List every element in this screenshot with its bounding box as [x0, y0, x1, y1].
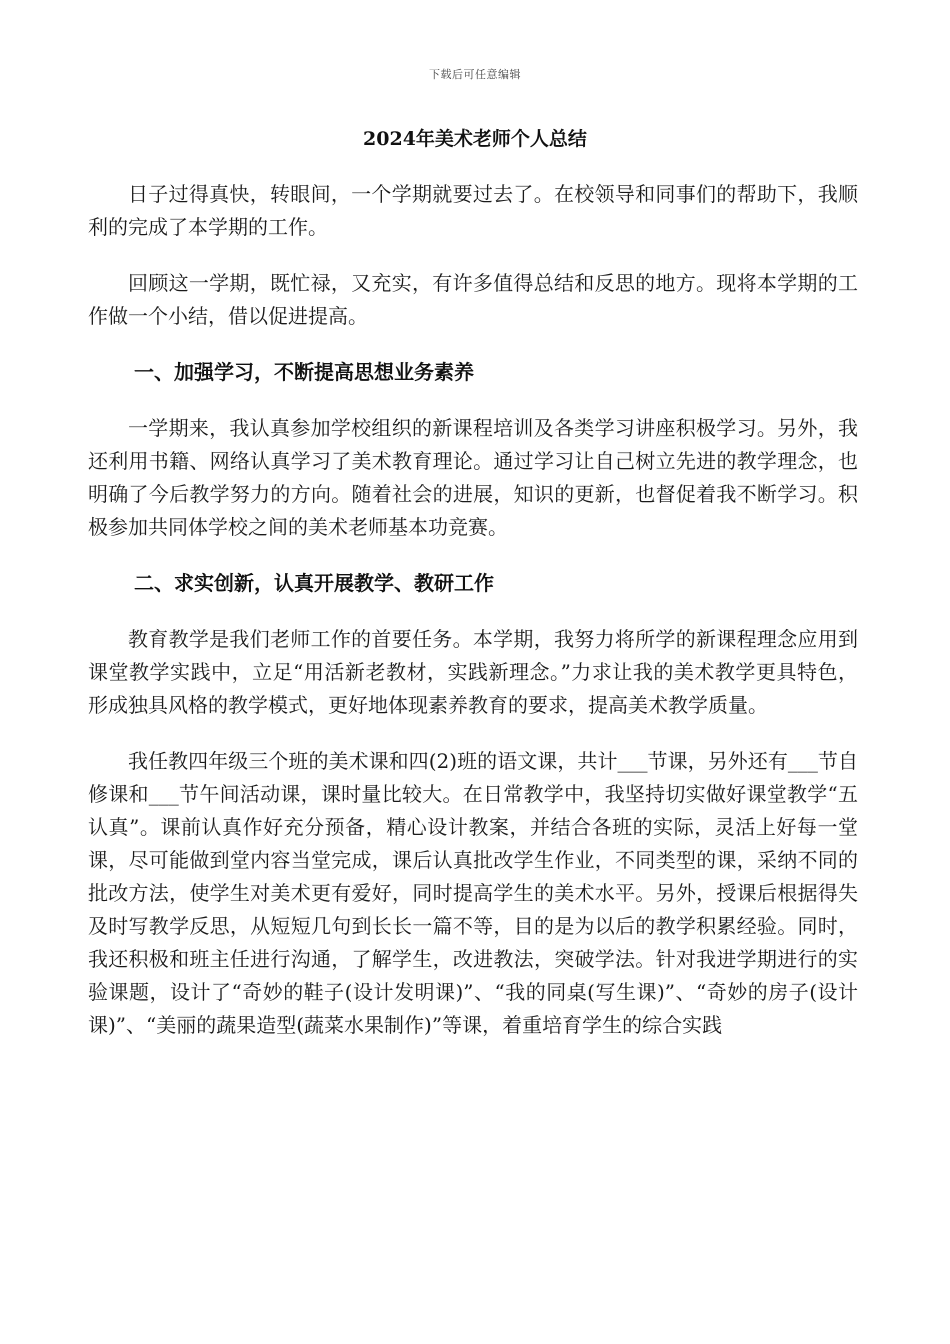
- document-title: 2024年美术老师个人总结: [363, 128, 587, 150]
- paragraph-teaching: 教育教学是我们老师工作的首要任务。本学期，我努力将所学的新课程理念应用到课堂教学实践中，立足“用活新老教材，实践新理念。”力求让我的美术教学更具特色，形成独具风格的教学模式，更好地体现素养教育的要求，提高美术教学质量。: [88, 627, 858, 717]
- paragraph-study: 一学期来，我认真参加学校组织的新课程培训及各类学习讲座积极学习。另外，我还利用书籍、网络认真学习了美术教育理论。通过学习让自己树立先进的教学理念，也明确了今后教学努力的方向。随着社会的进展，知识的更新，也督促着我不断学习。积极参加共同体学校之间的美术老师基本功竞赛。: [88, 416, 858, 539]
- paragraph-classes: 我任教四年级三个班的美术课和四(2)班的语文课，共计___节课，另外还有___节自修课和___节午间活动课，课时量比较大。在日常教学中，我坚持切实做好课堂教学“五认真”。课前认真作好充分预备，精心设计教案，并结合各班的实际，灵活上好每一堂课，尽可能做到堂内容当堂完成，课后认真批改学生作业，不同类型的课，采纳不同的批改方法，使学生对美术更有爱好，同时提高学生的美术水平。另外，授课后根据得失及时写教学反思，从短短几句到长长一篇不等，目的是为以后的教学积累经验。同时，我还积极和班主任进行沟通，了解学生，改进教法，突破学法。针对我进学期进行的实验课题，设计了“奇妙的鞋子(设计发明课)”、“我的同桌(写生课)”、“奇妙的房子(设计课)”、“美丽的蔬果造型(蔬菜水果制作)”等课，着重培育学生的综合实践: [88, 749, 858, 1037]
- paragraph-intro: 日子过得真快，转眼间，一个学期就要过去了。在校领导和同事们的帮助下，我顺利的完成了本学期的工作。: [88, 182, 858, 239]
- header-note: 下载后可任意编辑: [429, 68, 521, 81]
- section-heading-1: 一、加强学习，不断提高思想业务素养: [134, 360, 474, 384]
- paragraph-review: 回顾这一学期，既忙禄，又充实，有许多值得总结和反思的地方。现将本学期的工作做一个小结，借以促进提高。: [88, 271, 858, 328]
- document-body: [88, 178, 858, 1042]
- section-heading-2: 二、求实创新，认真开展教学、教研工作: [134, 571, 494, 595]
